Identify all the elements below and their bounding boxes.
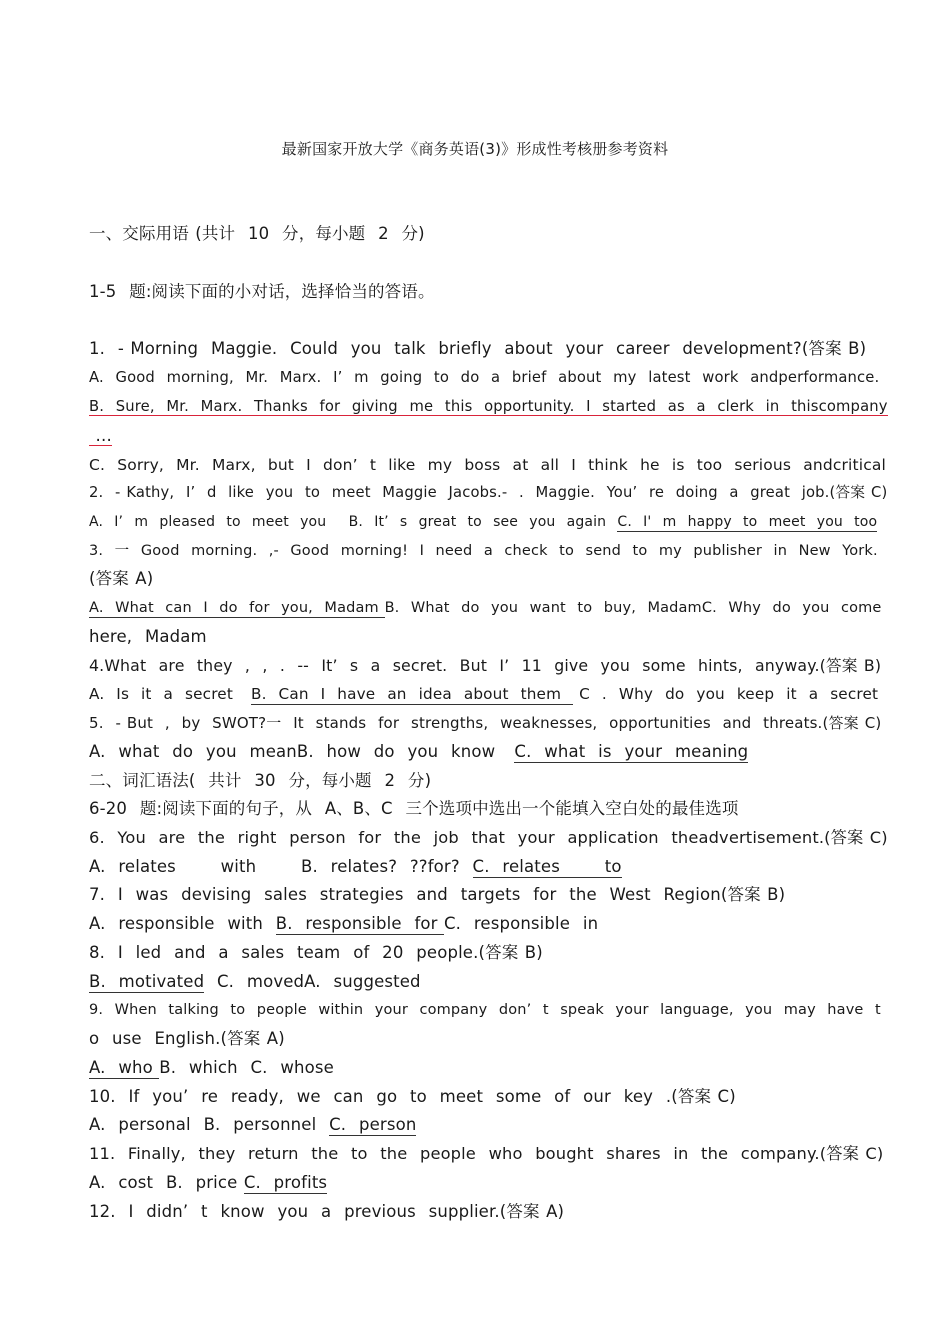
option-a: A. Is it a secret [89,685,251,703]
question-stem: 2. - Kathy, I’ d like you to meet Maggie Jacobs.- . Maggie. You’ re doing a great job.(答案 C) [89,484,888,501]
answer-text: … [89,426,113,445]
answer-text: B. responsible for [275,914,444,933]
options-continued: here, Madam [89,627,207,646]
option-c: C. Sorry, Mr. Marx, but I don’ t like my boss at all I think he is too serious andcritical [89,456,886,474]
question-stem: 3. 一 Good morning. ,- Good morning! I need a check to send to my publisher in New York. [89,543,878,559]
answer-text: C. profits [243,1173,328,1192]
question-stem: 11. Finally, they return the to the people who bought shares in the company.(答案 C) [89,1144,884,1163]
options-plain: C. movedA. suggested [204,972,421,991]
question-stem: 5. - But , by SWOT?一 It stands for strengths, weaknesses, opportunities and threats.(答案 C) [89,714,882,732]
section-heading: 一、交际用语 (共计 10 分，每小题 2 分) [89,224,425,243]
question-stem: 1. - Morning Maggie. Could you talk briefly about your career development?(答案 B) [89,339,867,358]
options-line [89,684,889,704]
options-line [89,914,889,934]
section-instructions: 6-20 题:阅读下面的句子，从 A、B、C 三个选项中选出一个能填入空白处的最佳选项 [89,799,739,818]
options-plain: B. which C. whose [159,1058,334,1077]
options-line [89,1173,889,1193]
question-stem: 12. I didn’ t know you a previous supplier.(答案 A) [89,1202,565,1221]
question-stem-continued: o use English.(答案 A) [89,1029,285,1048]
options-plain: A. what do you meanB. how do you know [89,742,515,761]
answer-text: B. motivated [89,972,205,991]
options-line [89,512,889,532]
options-line [89,742,889,762]
answer-text: B. Can I have an idea about them [250,685,574,703]
answer-option [89,397,889,417]
answer-text: C. relates to [472,857,622,876]
options-plain: A. cost B. price [89,1173,244,1192]
answer-text: C. what is your meaning [514,742,749,761]
question-stem: 10. If you’ re ready, we can go to meet some of our key .(答案 C) [89,1087,736,1106]
options-plain: A. relates with B. relates? ??for? [89,857,473,876]
page-title: 最新国家开放大学《商务英语(3)》形成性考核册参考资料 [281,140,669,158]
answer-text: A. What can I do for you, Madam [89,600,385,616]
section-instructions: 1-5 题:阅读下面的小对话，选择恰当的答语。 [89,282,435,301]
options-plain: A. personal B. personnel [89,1115,330,1134]
answer-text: B. Sure, Mr. Marx. Thanks for giving me this opportunity. I started as a clerk in thiscompany [89,398,888,415]
answer-text: C. I' m happy to meet you too [617,514,878,530]
options-line [89,1115,889,1135]
question-stem: 8. I led and a sales team of 20 people.(答案 B) [89,943,543,962]
options-line [89,857,889,877]
question-stem: 4.What are they , , . -- It’ s a secret. But I’ 11 give you some hints, anyway.(答案 B) [89,656,882,675]
answer-tag: (答案 A) [89,569,154,588]
option-a: A. Good morning, Mr. Marx. I’ m going to do a brief about my latest work andperformance. [89,369,880,386]
question-stem: 7. I was devising sales strategies and targets for the West Region(答案 B) [89,885,786,904]
option-a: A. responsible with [89,914,276,933]
question-stem: 6. You are the right person for the job that your application theadvertisement.(答案 C) [89,828,888,847]
options-line [89,972,889,992]
section-heading: 二、词汇语法( 共计 30 分，每小题 2 分) [89,771,432,790]
answer-option-continued [89,426,889,446]
options-plain: B. What do you want to buy, MadamC. Why do you come [384,600,882,616]
question-stem: 9. When talking to people within your company don’ t speak your language, you may have t [89,1002,881,1018]
answer-text: C. person [329,1115,417,1134]
answer-text: A. who [89,1058,160,1077]
options-plain: A. I’ m pleased to meet you B. It’ s great to see you again [89,514,618,530]
option-c: C . Why do you keep it a secret [573,685,879,703]
option-c: C. responsible in [443,914,599,933]
options-line [89,1058,889,1078]
options-line [89,598,889,618]
